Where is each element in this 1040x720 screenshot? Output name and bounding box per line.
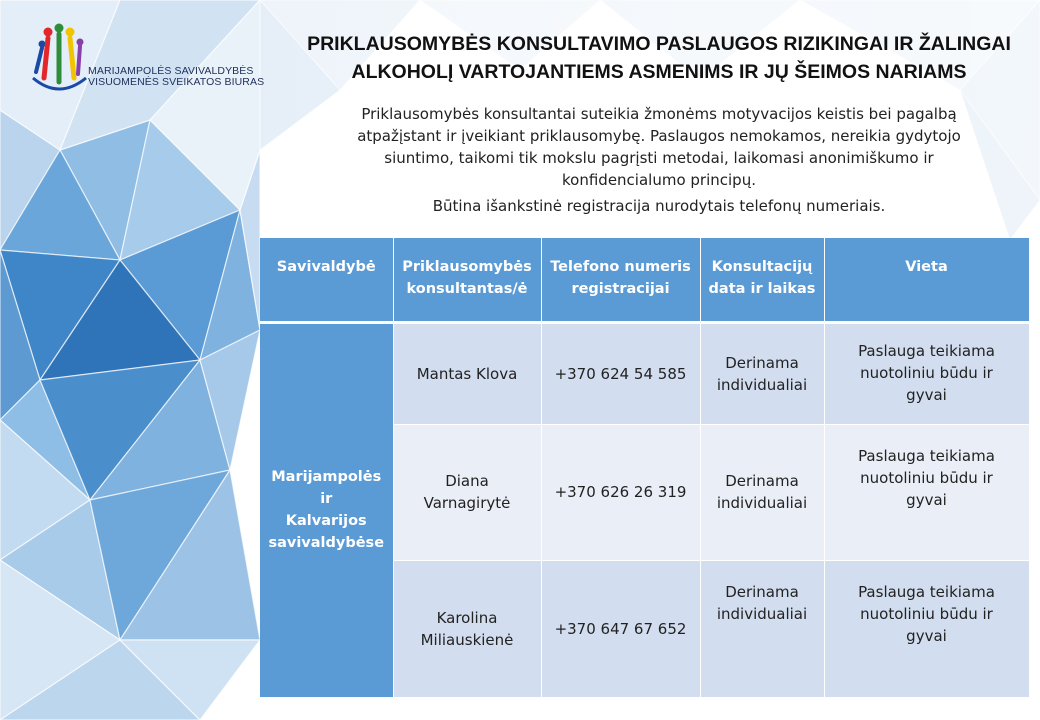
place-line-3: gyvai — [906, 385, 947, 404]
consultant-name-line-2: Varnagirytė — [423, 494, 511, 512]
date-line-1: Derinama — [725, 582, 799, 601]
place-line-3: gyvai — [906, 626, 947, 645]
consultant-cell — [393, 560, 541, 697]
intro-line-3: siuntimo, taikomi tik mokslu pagrįsti metodai, laikomasi anonimiškumo ir — [384, 149, 934, 167]
date-cell — [700, 424, 824, 560]
logo-text — [88, 66, 264, 88]
date-line-2: individualiai — [716, 604, 808, 623]
date-line-2: individualiai — [716, 494, 808, 512]
header-municipality — [260, 238, 393, 322]
logo — [30, 22, 270, 94]
phone-number: +370 624 54 585 — [554, 364, 687, 383]
consultant-name-line-1: Karolina — [436, 608, 498, 627]
header-phone-line-1: Telefono numeris — [550, 259, 691, 275]
intro-text — [300, 103, 1018, 217]
logo-line-2: VISUOMENĖS SVEIKATOS BIURAS — [88, 76, 265, 88]
header-date-line-2: data ir laikas — [708, 281, 816, 297]
intro-line-1: Priklausomybės konsultantai suteikia žmonėms motyvacijos keistis bei pagalbą — [361, 105, 957, 123]
header-date-line-1: Konsultacijų — [711, 259, 813, 275]
header-phone-line-2: registracijai — [571, 281, 670, 297]
intro-line-2: atpažįstant ir įveikiant priklausomybę. Paslaugos nemokamos, nereikia gydytojo — [357, 127, 961, 145]
registration-note: Būtina išankstinė registracija nurodytais telefonų numeriais. — [432, 197, 886, 215]
place-line-1: Paslauga teikiama — [858, 446, 995, 465]
municipality-line-2: ir — [320, 491, 333, 508]
page-title — [290, 30, 1028, 86]
phone-number: +370 647 67 652 — [554, 619, 687, 638]
consultants-table — [260, 238, 1030, 698]
header-place — [824, 238, 1029, 322]
municipality-line-4: savivaldybėse — [268, 535, 385, 552]
place-line-1: Paslauga teikiama — [858, 582, 995, 601]
table-header-row — [260, 238, 1029, 322]
phone-cell — [541, 560, 700, 697]
municipality-line-3: Kalvarijos — [285, 513, 367, 530]
header-place-label: Vieta — [905, 259, 948, 275]
place-cell — [824, 560, 1029, 697]
consultant-name-line-2: Miliauskienė — [420, 630, 514, 649]
consultant-name-line-1: Mantas Klova — [416, 364, 518, 383]
title-line-1: PRIKLAUSOMYBĖS KONSULTAVIMO PASLAUGOS RIZIKINGAI IR ŽALINGAI — [307, 33, 1011, 55]
consultant-cell — [393, 424, 541, 560]
municipality-line-1: Marijampolės — [271, 469, 382, 486]
municipality-cell — [260, 322, 393, 697]
phone-cell — [541, 322, 700, 424]
header-consultant-line-2: konsultantas/ė — [406, 281, 528, 297]
date-line-1: Derinama — [725, 472, 799, 490]
title-line-2: ALKOHOLĮ VARTOJANTIEMS ASMENIMS IR JŲ ŠEIMOS NARIAMS — [351, 61, 967, 83]
place-cell — [824, 322, 1029, 424]
place-line-2: nuotoliniu būdu ir — [860, 604, 993, 623]
header-phone — [541, 238, 700, 322]
date-cell — [700, 560, 824, 697]
header-consultant-line-1: Priklausomybės — [402, 259, 532, 275]
header-municipality-label: Savivaldybė — [276, 259, 376, 275]
place-line-2: nuotoliniu būdu ir — [860, 363, 993, 382]
logo-figures-icon — [30, 22, 88, 94]
place-line-2: nuotoliniu būdu ir — [860, 468, 993, 487]
phone-number: +370 626 26 319 — [554, 483, 687, 501]
date-line-2: individualiai — [716, 375, 808, 394]
header-date — [700, 238, 824, 322]
intro-line-4: konfidencialumo principų. — [562, 171, 756, 189]
place-line-3: gyvai — [906, 490, 947, 509]
consultant-name-line-1: Diana — [445, 472, 489, 490]
place-cell — [824, 424, 1029, 560]
place-line-1: Paslauga teikiama — [858, 341, 995, 360]
phone-cell — [541, 424, 700, 560]
table-row — [260, 322, 1029, 424]
date-cell — [700, 322, 824, 424]
header-consultant — [393, 238, 541, 322]
date-line-1: Derinama — [725, 353, 799, 372]
logo-line-1: MARIJAMPOLĖS SAVIVALDYBĖS — [88, 65, 254, 77]
consultant-cell — [393, 322, 541, 424]
